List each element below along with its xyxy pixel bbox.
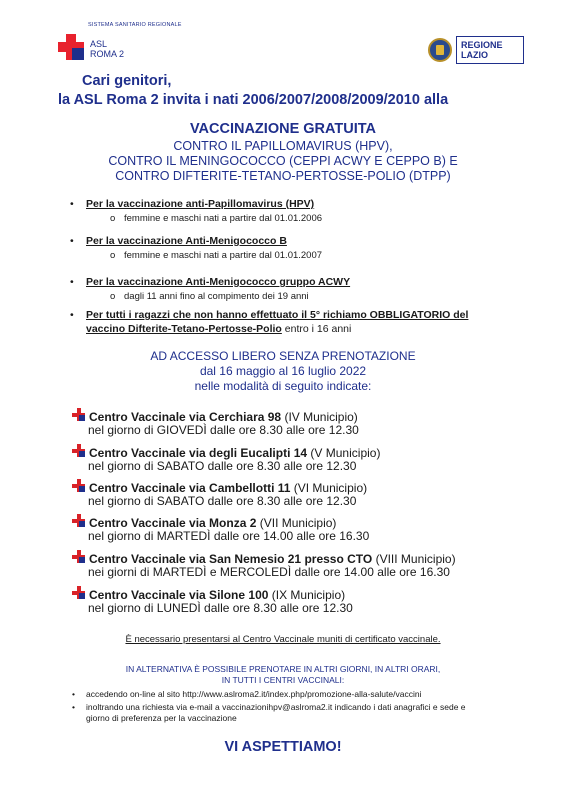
center-item: Centro Vaccinale via Cambellotti 11 (VI Municipio): [72, 479, 367, 495]
closing-message: VI ASPETTIAMO!: [224, 739, 342, 755]
center-item: Centro Vaccinale via degli Eucalipti 14 (V Municipio): [72, 444, 380, 460]
cross-icon: [72, 586, 86, 600]
alternative-bullet-2: • inoltrando una richiesta via e-mail a vaccinazionihpv@aslroma2.it indicando i dati anagrafici e sede e: [72, 702, 466, 712]
lazio-name: REGIONE LAZIO: [461, 40, 503, 60]
cross-icon: [72, 444, 86, 458]
regione-lazio-logo: [428, 36, 528, 64]
list-sub-item: o femmine e maschi nati a partire dal 01.01.2007: [110, 250, 323, 261]
access-line-1: AD ACCESSO LIBERO SENZA PRENOTAZIONE: [150, 349, 416, 363]
vaccination-subtitle-2: CONTRO IL MENINGOCOCCO (CEPPI ACWY E CEPPO B) E: [108, 154, 458, 168]
center-item: Centro Vaccinale via Silone 100 (IX Municipio): [72, 586, 345, 602]
cross-icon: [72, 550, 86, 564]
list-sub-item: o femmine e maschi nati a partire dal 01.01.2006: [110, 213, 323, 224]
alternative-bullet-1: • accedendo on-line al sito http://www.aslroma2.it/index.php/promozione-alla-salute/vaccini: [72, 689, 422, 699]
alternative-line-2: IN TUTTI I CENTRI VACCINALI:: [221, 675, 345, 685]
asl-roma2-logo: [58, 22, 238, 72]
center-hours: nel giorno di GIOVEDÌ dalle ore 8.30 alle ore 12.30: [88, 423, 359, 437]
list-item: • Per tutti i ragazzi che non hanno effettuato il 5° richiamo OBBLIGATORIO del: [70, 309, 469, 321]
asl-tagline: SISTEMA SANITARIO REGIONALE: [88, 22, 182, 28]
access-line-3: nelle modalità di seguito indicate:: [194, 379, 372, 393]
list-item: • Per la vaccinazione anti-Papillomavirus (HPV): [70, 198, 315, 210]
list-sub-item: o dagli 11 anni fino al compimento dei 19 anni: [110, 291, 309, 302]
center-item: Centro Vaccinale via Cerchiara 98 (IV Municipio): [72, 408, 358, 424]
greeting-line1: Cari genitori,: [82, 73, 172, 89]
cross-icon: [58, 34, 84, 60]
lazio-seal-icon: [428, 38, 452, 62]
center-hours: nel giorno di LUNEDÌ dalle ore 8.30 alle ore 12.30: [88, 601, 353, 615]
list-item: • Per la vaccinazione Anti-Menigococco gruppo ACWY: [70, 276, 351, 288]
vaccination-subtitle-3: CONTRO DIFTERITE-TETANO-PERTOSSE-POLIO (DTPP): [115, 169, 451, 183]
cross-icon: [72, 408, 86, 422]
alternative-bullet-2-continuation: giorno di preferenza per la vaccinazione: [86, 713, 237, 723]
greeting-line2: la ASL Roma 2 invita i nati 2006/2007/2008/2009/2010 alla: [58, 92, 449, 108]
certificate-note: È necessario presentarsi al Centro Vaccinale muniti di certificato vaccinale.: [125, 634, 441, 645]
cross-icon: [72, 514, 86, 528]
alternative-line-1: IN ALTERNATIVA È POSSIBILE PRENOTARE IN ALTRI GIORNI, IN ALTRI ORARI,: [125, 664, 441, 674]
cross-icon: [72, 479, 86, 493]
vaccination-title: VACCINAZIONE GRATUITA: [189, 121, 377, 137]
list-item-continuation: vaccino Difterite-Tetano-Pertosse-Polio entro i 16 anni: [86, 323, 352, 335]
list-item: • Per la vaccinazione Anti-Menigococco B: [70, 235, 287, 247]
center-hours: nel giorno di MARTEDÌ dalle ore 14.00 alle ore 16.30: [88, 529, 370, 543]
center-hours: nel giorno di SABATO dalle ore 8.30 alle ore 12.30: [88, 459, 357, 473]
access-line-2: dal 16 maggio al 16 luglio 2022: [199, 364, 367, 378]
center-item: Centro Vaccinale via San Nemesio 21 presso CTO (VIII Municipio): [72, 550, 456, 566]
vaccination-subtitle-1: CONTRO IL PAPILLOMAVIRUS (HPV),: [173, 139, 393, 153]
asl-name: ASL ROMA 2: [90, 39, 125, 59]
center-hours: nel giorno di SABATO dalle ore 8.30 alle ore 12.30: [88, 494, 357, 508]
center-hours: nei giorni di MARTEDÌ e MERCOLEDÌ dalle ore 14.00 alle ore 16.30: [88, 565, 450, 579]
center-item: Centro Vaccinale via Monza 2 (VII Municipio): [72, 514, 336, 530]
